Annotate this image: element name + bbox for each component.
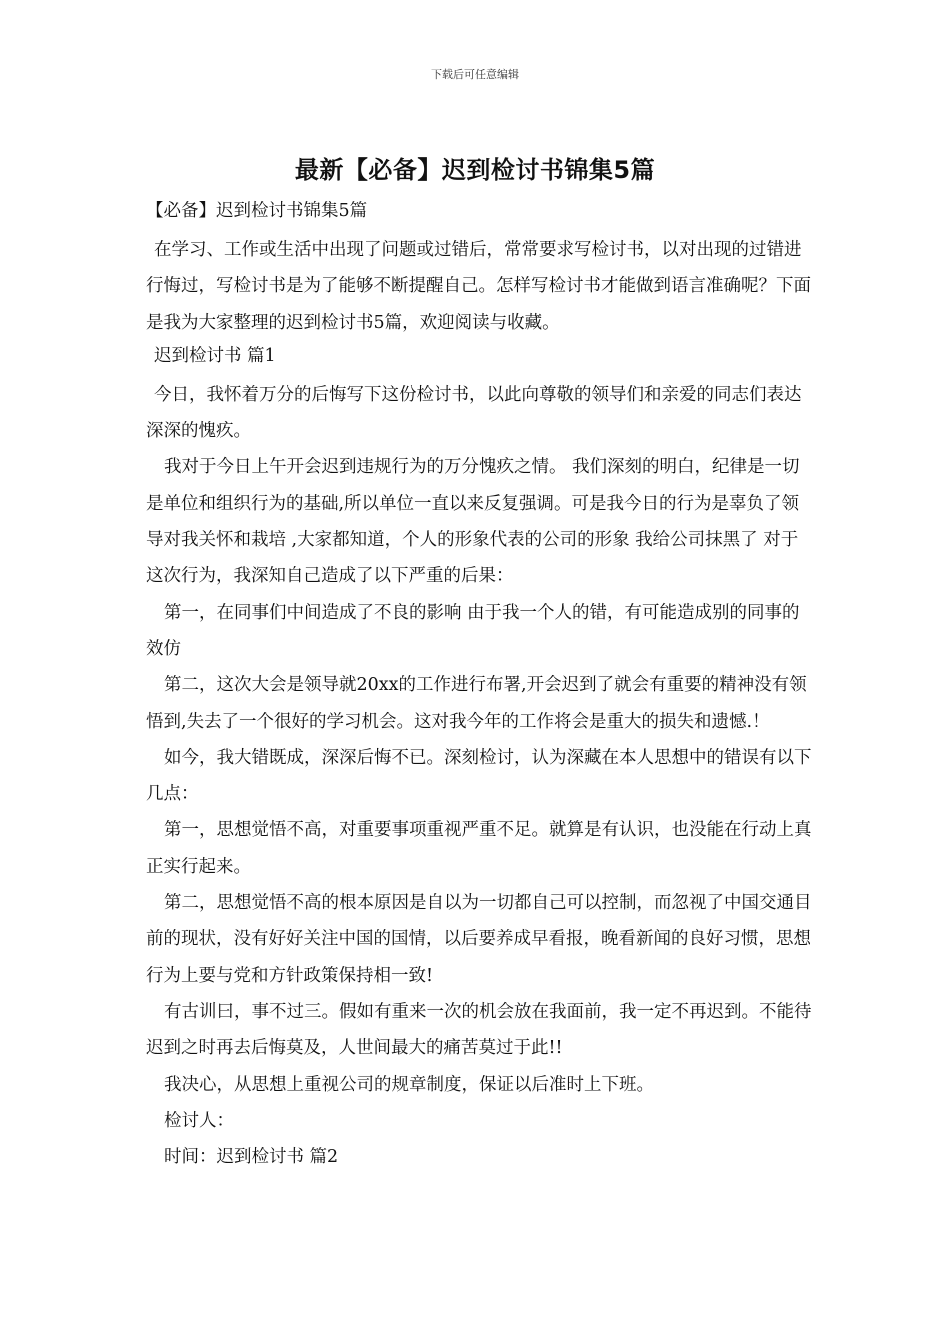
date-line: 时间：迟到检讨书 篇2 [164, 1147, 339, 1168]
paragraph: 第一，思想觉悟不高，对重要事项重视严重不足。就算是有认识，也没能在行动上真正实行起来。 [146, 820, 812, 877]
document-subtitle: 【必备】迟到检讨书锦集5篇 [146, 201, 368, 221]
document-title: 最新【必备】迟到检讨书锦集5篇 [294, 156, 656, 184]
paragraph: 我决心，从思想上重视公司的规章制度，保证以后准时上下班。 [164, 1074, 654, 1095]
document-body [146, 196, 814, 1175]
paragraph: 今日，我怀着万分的后悔写下这份检讨书，以此向尊敬的领导们和亲爱的同志们表达深深的愧疚。 [146, 384, 802, 442]
paragraph-intro: 在学习、工作或生活中出现了问题或过错后，常常要求写检讨书，以对出现的过错进行悔过，写检讨书是为了能够不断提醒自己。怎样写检讨书才能做到语言准确呢？下面是我为大家整理的迟到检讨书5篇，欢迎阅读与收藏。 [146, 240, 811, 333]
header-note: 下载后可任意编辑 [431, 68, 519, 81]
paragraph: 有古训曰，事不过三。假如有重来一次的机会放在我面前，我一定不再迟到。不能待迟到之时再去后悔莫及，人世间最大的痛苦莫过于此!! [146, 1001, 812, 1059]
paragraph: 我对于今日上午开会迟到违规行为的万分愧疚之情。 我们深刻的明白，纪律是一切 是单位和组织行为的基础,所以单位一直以来反复强调。可是我今日的行为是辜负了领导对我关怀和栽培 ,大家都知道，个人的形象代表的公司的形象 我给公司抹黑了 对于这次行为，我深知自己造成了以下严重的后果： [146, 457, 800, 587]
section-heading-1: 迟到检讨书 篇1 [154, 345, 276, 366]
paragraph: 如今，我大错既成，深深后悔不已。深刻检讨，认为深藏在本人思想中的错误有以下几点： [146, 747, 812, 805]
paragraph: 第二，思想觉悟不高的根本原因是自以为一切都自己可以控制，而忽视了中国交通目前的现状，没有好好关注中国的国情，以后要养成早看报，晚看新闻的良好习惯，思想 行为上要与党和方针政策保持相一致! [146, 893, 812, 986]
signature-line: 检讨人： [164, 1110, 234, 1131]
paragraph: 第二，这次大会是领导就20xx的工作进行布署,开会迟到了就会有重要的精神没有领悟到,失去了一个很好的学习机会。这对我今年的工作将会是重大的损失和遗憾.！ [146, 675, 807, 732]
paragraph: 第一，在同事们中间造成了不良的影响 由于我一个人的错，有可能造成别的同事的效仿 [146, 602, 800, 659]
